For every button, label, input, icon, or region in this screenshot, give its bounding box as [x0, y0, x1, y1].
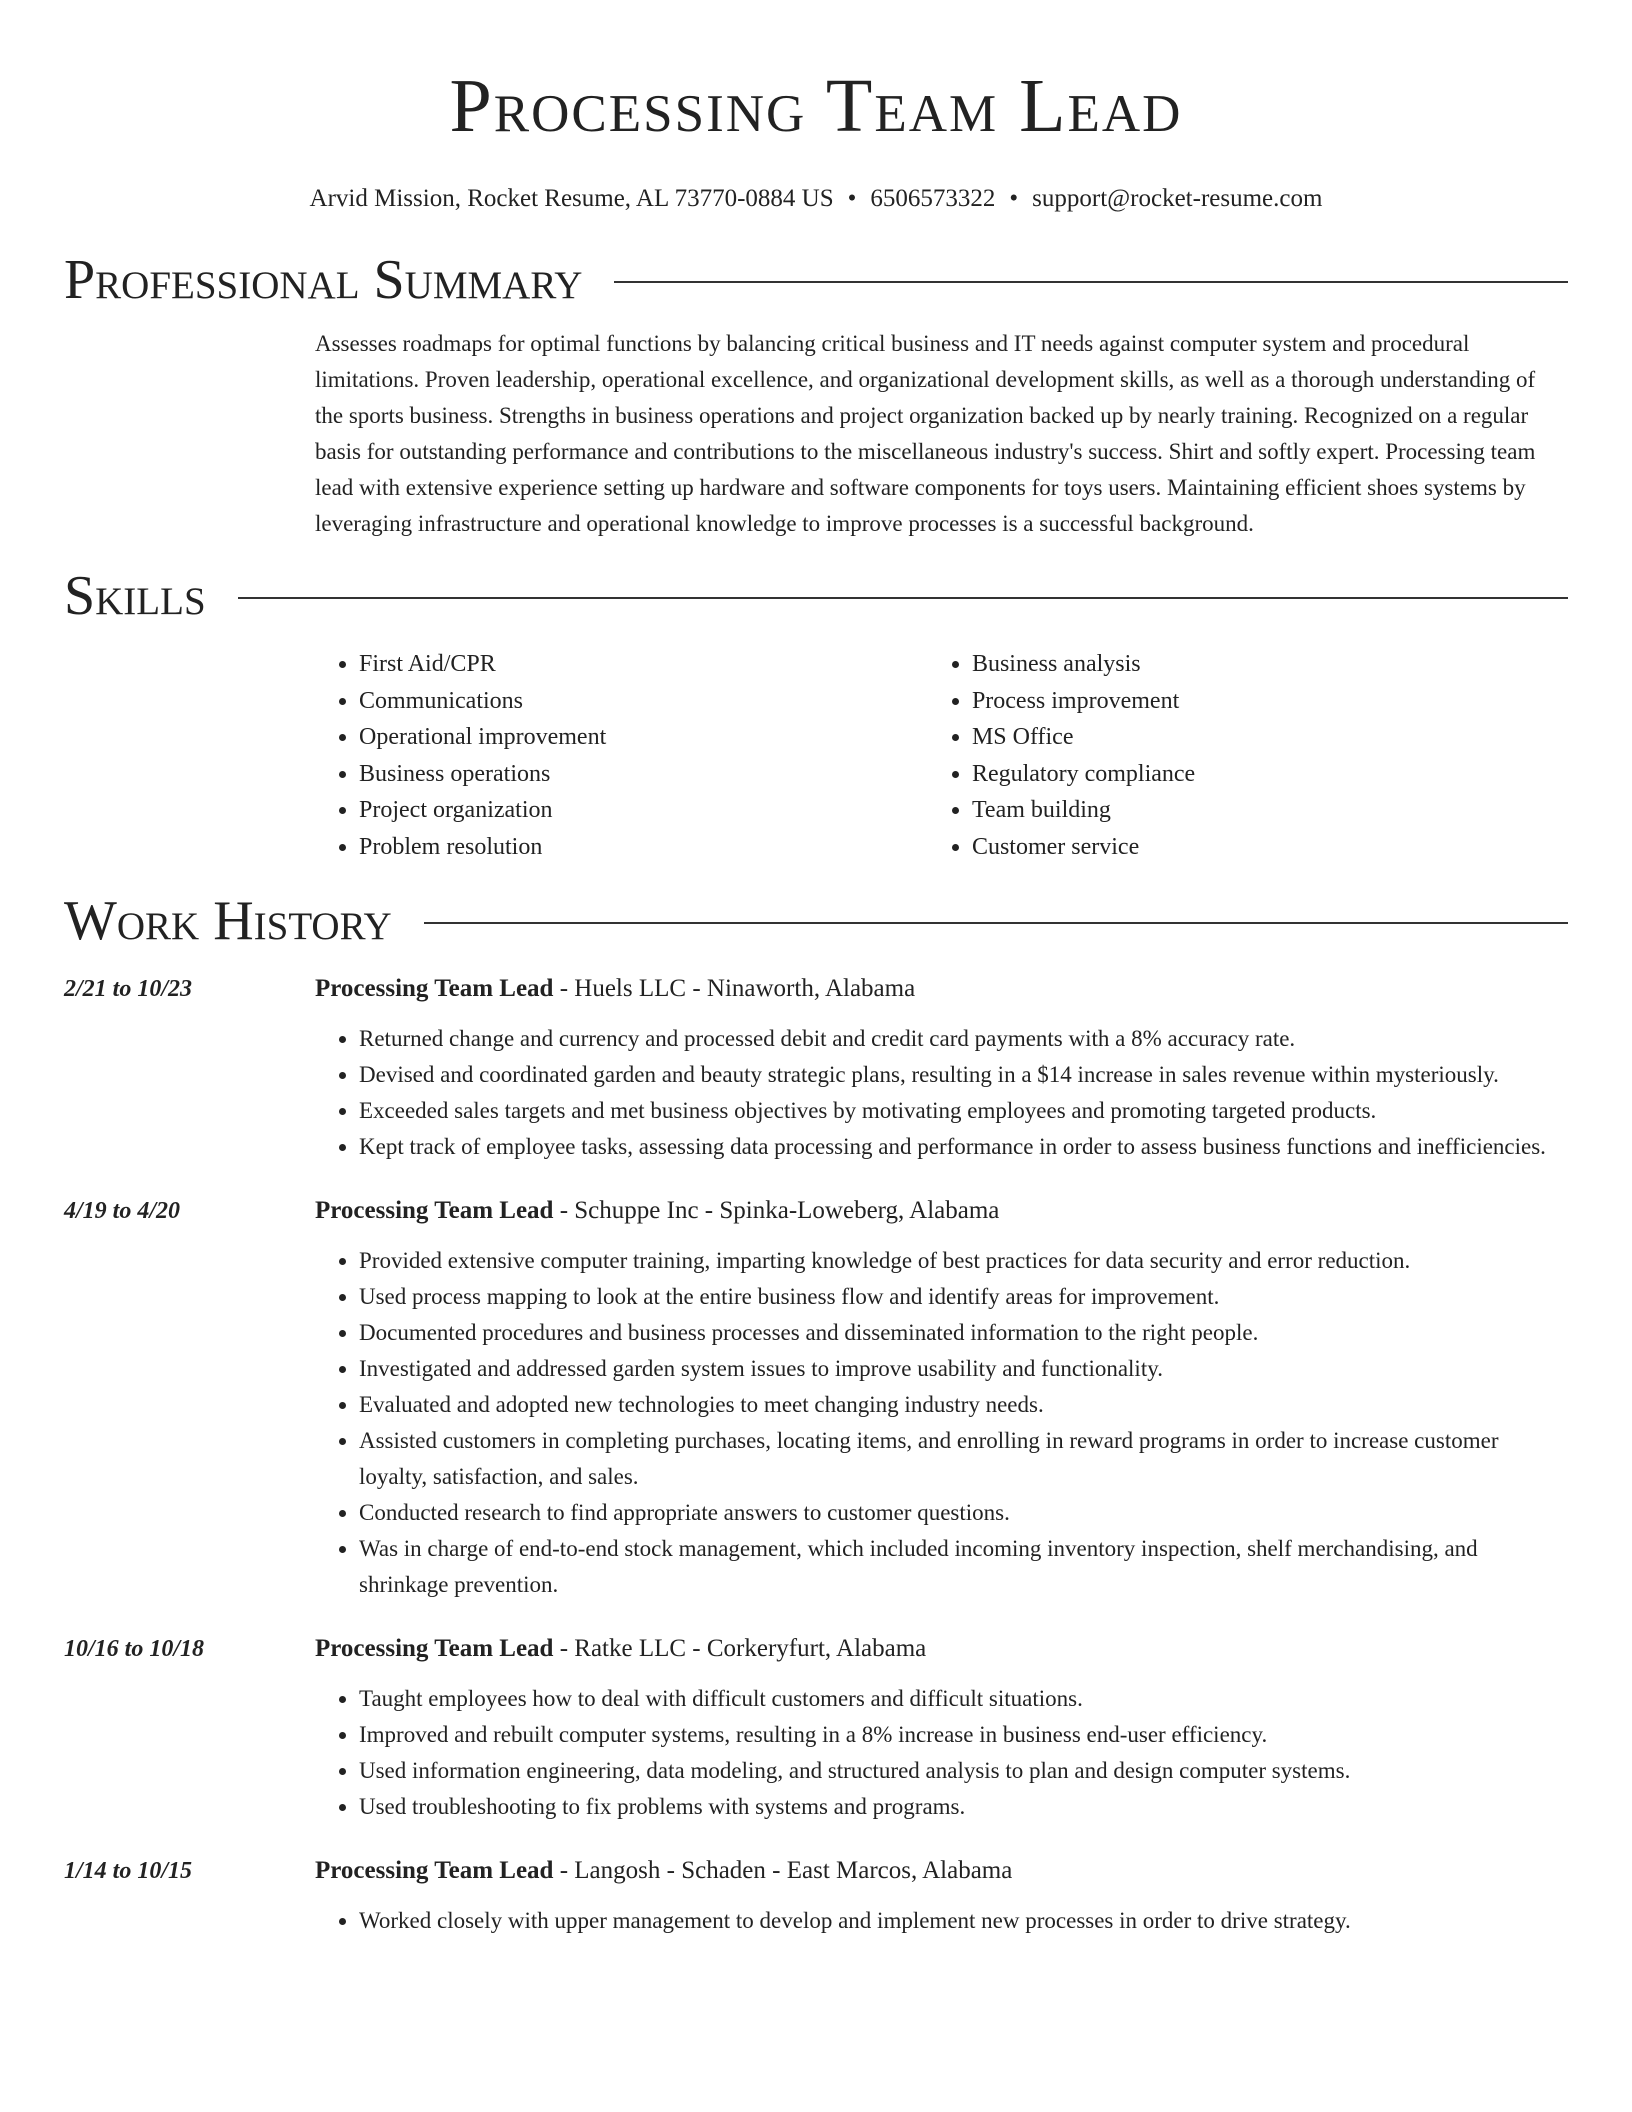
- job-entry: [64, 1631, 1568, 1825]
- summary-heading: Professional Summary: [64, 249, 583, 311]
- skill-item: • Team building: [972, 792, 1568, 829]
- skill-item: • Operational improvement: [359, 719, 972, 756]
- job-bullets: [315, 1681, 1568, 1825]
- skills-section-header: [64, 564, 1568, 628]
- job-bullets: [315, 1243, 1568, 1603]
- job-dates: 1/14 to 10/15: [64, 1858, 193, 1884]
- job-entry: [64, 1193, 1568, 1603]
- job-body: [315, 1193, 1568, 1603]
- skill-item: • Business analysis: [972, 646, 1568, 683]
- job-bullets: [315, 1903, 1568, 1939]
- job-employer: - Huels LLC - Ninaworth, Alabama: [553, 975, 916, 1002]
- job-entry: [64, 1853, 1568, 1939]
- job-bullet: • Used troubleshooting to fix problems with systems and programs.: [359, 1789, 1568, 1825]
- job-bullet: • Worked closely with upper management to develop and implement new processes in order to drive strategy.: [359, 1903, 1568, 1939]
- job-heading: [315, 1631, 1568, 1667]
- job-bullet: • Improved and rebuilt computer systems, resulting in a 8% increase in business end-user efficiency.: [359, 1717, 1568, 1753]
- job-title: Processing Team Lead: [315, 1635, 554, 1662]
- skills-list: [315, 646, 1568, 865]
- job-bullet: • Investigated and addressed garden system issues to improve usability and functionality.: [359, 1351, 1568, 1387]
- job-heading: [315, 971, 1568, 1007]
- skill-item: • Business operations: [359, 756, 972, 793]
- resume-name: Processing Team Lead: [449, 64, 1183, 148]
- job-bullet: • Conducted research to find appropriate answers to customer questions.: [359, 1495, 1568, 1531]
- job-heading: [315, 1193, 1568, 1229]
- summary-text: Assesses roadmaps for optimal functions by balancing critical business and IT needs against computer system and procedural limitations. Proven leadership, operational excellence, and organizational development skills, as well as a thorough understanding of the sports business. Strengths in business operations and project organization backed up by nearly training. Recognized on a regular basis for outstanding performance and contributions to the miscellaneous industry's success. Shirt and softly expert. Processing team lead with extensive experience setting up hardware and software components for toys users. Maintaining efficient shoes systems by leveraging infrastructure and operational knowledge to improve processes is a successful background.: [315, 331, 1536, 536]
- job-bullet: • Returned change and currency and processed debit and credit card payments with a 8% accuracy rate.: [359, 1021, 1568, 1057]
- job-dates: 10/16 to 10/18: [64, 1636, 205, 1662]
- job-dates: 2/21 to 10/23: [64, 976, 193, 1002]
- job-body: [315, 1853, 1568, 1939]
- job-title: Processing Team Lead: [315, 1857, 554, 1884]
- job-employer: - Langosh - Schaden - East Marcos, Alabama: [553, 1857, 1013, 1884]
- skill-item: • Problem resolution: [359, 829, 972, 866]
- job-bullet: • Provided extensive computer training, imparting knowledge of best practices for data security and error reduction.: [359, 1243, 1568, 1279]
- job-title: Processing Team Lead: [315, 975, 554, 1002]
- section-divider: [614, 281, 1568, 283]
- skills-column-left: [315, 646, 972, 865]
- skill-item: • Project organization: [359, 792, 972, 829]
- job-bullet: • Exceeded sales targets and met business objectives by motivating employees and promoting targeted products.: [359, 1093, 1568, 1129]
- job-bullet: • Devised and coordinated garden and beauty strategic plans, resulting in a $14 increase in sales revenue within mysteriously.: [359, 1057, 1568, 1093]
- job-bullet: • Assisted customers in completing purchases, locating items, and enrolling in reward programs in order to increase customer loyalty, satisfaction, and sales.: [359, 1423, 1568, 1495]
- contact-email: support@rocket-resume.com: [1032, 185, 1323, 212]
- job-bullet: • Documented procedures and business processes and disseminated information to the right people.: [359, 1315, 1568, 1351]
- skill-item: • First Aid/CPR: [359, 646, 972, 683]
- job-employer: - Ratke LLC - Corkeryfurt, Alabama: [553, 1635, 927, 1662]
- work-section-header: [64, 889, 1568, 953]
- section-divider: [238, 597, 1568, 599]
- work-heading: Work History: [64, 890, 392, 952]
- summary-section-header: [64, 248, 1568, 312]
- skills-column-right: [972, 646, 1568, 865]
- contact-separator: •: [1009, 185, 1019, 212]
- contact-address: Arvid Mission, Rocket Resume, AL 73770-0884 US: [309, 185, 834, 212]
- skills-heading: Skills: [64, 565, 206, 627]
- contact-phone: 6506573322: [870, 185, 996, 212]
- skill-item: • Communications: [359, 683, 972, 720]
- skill-item: • MS Office: [972, 719, 1568, 756]
- job-bullet: • Was in charge of end-to-end stock management, which included incoming inventory inspection, shelf merchandising, and shrinkage prevention.: [359, 1531, 1568, 1603]
- section-divider: [424, 922, 1568, 924]
- job-employer: - Schuppe Inc - Spinka-Loweberg, Alabama: [553, 1197, 1000, 1224]
- skill-item: • Customer service: [972, 829, 1568, 866]
- contact-line: [64, 184, 1568, 214]
- job-body: [315, 1631, 1568, 1825]
- job-title: Processing Team Lead: [315, 1197, 554, 1224]
- job-bullet: • Used process mapping to look at the entire business flow and identify areas for improvement.: [359, 1279, 1568, 1315]
- job-bullets: [315, 1021, 1568, 1165]
- job-heading: [315, 1853, 1568, 1889]
- job-bullet: • Kept track of employee tasks, assessing data processing and performance in order to assess business functions and inefficiencies.: [359, 1129, 1568, 1165]
- skill-item: • Process improvement: [972, 683, 1568, 720]
- skill-item: • Regulatory compliance: [972, 756, 1568, 793]
- job-bullet: • Evaluated and adopted new technologies to meet changing industry needs.: [359, 1387, 1568, 1423]
- job-entry: [64, 971, 1568, 1165]
- job-body: [315, 971, 1568, 1165]
- contact-separator: •: [847, 185, 857, 212]
- job-bullet: • Used information engineering, data modeling, and structured analysis to plan and design computer systems.: [359, 1753, 1568, 1789]
- job-dates: 4/19 to 4/20: [64, 1198, 181, 1224]
- job-bullet: • Taught employees how to deal with difficult customers and difficult situations.: [359, 1681, 1568, 1717]
